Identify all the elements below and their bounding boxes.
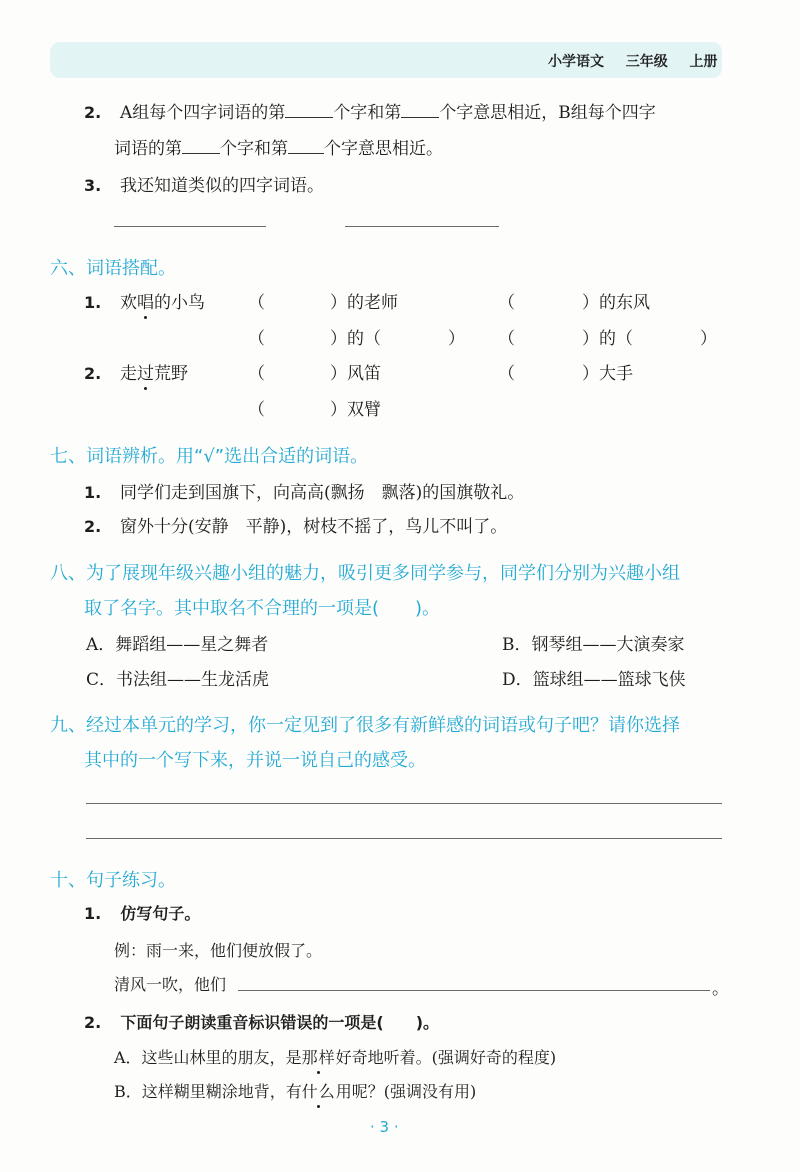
sec6-q1-b4: ）的（ — [582, 329, 633, 349]
stressed-word: 那样 — [302, 1045, 336, 1068]
sec6-q1-b3: ）的（ — [330, 329, 381, 349]
answer-blank[interactable] — [182, 139, 220, 154]
answer-line[interactable] — [86, 838, 722, 839]
paren-close: ） — [700, 329, 717, 349]
option-b[interactable]: B．钢琴组——大演奏家 — [502, 635, 685, 655]
sec6-q2-num: 2. — [84, 364, 102, 383]
sec5-q2-text-c: 个字意思相近，B组每个四字 — [439, 103, 656, 123]
sec10-q1-num: 1. — [84, 904, 102, 923]
answer-blank[interactable] — [285, 103, 333, 118]
answer-line[interactable] — [114, 226, 266, 227]
header-grade: 三年级 — [625, 54, 668, 70]
answer-blank[interactable] — [401, 103, 439, 118]
sec5-q2-text-b: 个字和第 — [333, 103, 402, 123]
sec5-q3 — [84, 171, 324, 196]
sec9-title-line2: 其中的一个写下来，并说一说自己的感受。 — [84, 750, 426, 771]
sec5-q2-text-e: 个字和第 — [220, 139, 288, 159]
sec5-q3-text: 我还知道类似的四字词语。 — [120, 176, 325, 196]
sec10-q2-option-b[interactable] — [114, 1079, 476, 1102]
sec7-q2 — [84, 512, 507, 537]
sec8-title-line1: 八、为了展现年级兴趣小组的魅力，吸引更多同学参与，同学们分别为兴趣小组 — [50, 563, 680, 584]
sec6-q2-b2: ）大手 — [582, 364, 633, 384]
sec7-q1-text[interactable]: 同学们走到国旗下，向高高(飘扬 飘落)的国旗敬礼。 — [120, 483, 525, 503]
sec10-example: 例：雨一来，他们便放假了。 — [114, 941, 323, 960]
stressed-word: 什么 — [302, 1079, 336, 1102]
sec6-q1-num: 1. — [84, 293, 102, 312]
sec6-q2-word: 走过荒野 — [120, 364, 188, 384]
sec10-q2 — [84, 1010, 439, 1033]
sec5-q2-text-a: A组每个四字词语的第 — [120, 103, 286, 123]
sec6-q1 — [84, 288, 205, 313]
sec6-q1-word: 欢唱的小鸟 — [120, 293, 205, 313]
paren-blank[interactable]: （ — [498, 364, 515, 384]
sec5-q2-text-f: 个字意思相近。 — [324, 139, 443, 159]
option-a-text: A．这些山林里的朋友，是 — [114, 1048, 302, 1067]
option-b-text: B．这样糊里糊涂地背，有 — [114, 1082, 302, 1101]
option-d[interactable]: D．篮球组——篮球飞侠 — [502, 670, 686, 690]
option-a-text: 好奇地听着。(强调好奇的程度) — [335, 1048, 557, 1067]
answer-line[interactable] — [345, 226, 499, 227]
option-a[interactable]: A．舞蹈组——星之舞者 — [86, 635, 269, 655]
answer-blank[interactable] — [288, 139, 324, 154]
sec5-q2-line1 — [84, 98, 656, 123]
sec10-title: 十、句子练习。 — [50, 870, 176, 891]
paren-blank[interactable]: （ — [248, 400, 265, 420]
sec6-q2 — [84, 359, 188, 384]
sec6-title: 六、词语搭配。 — [50, 258, 176, 279]
sec10-q2-option-a[interactable] — [114, 1045, 556, 1068]
paren-blank[interactable]: （ — [248, 329, 265, 349]
sec6-q2-b3: ）双臂 — [330, 400, 381, 420]
sec6-q1-b1: ）的老师 — [330, 293, 398, 313]
sec7-q1 — [84, 478, 524, 503]
answer-line[interactable] — [238, 990, 710, 991]
sec8-title-line2: 取了名字。其中取名不合理的一项是( )。 — [84, 598, 441, 619]
sec9-title-line1: 九、经过本单元的学习，你一定见到了很多有新鲜感的词语或句子吧？请你选择 — [50, 715, 680, 736]
paren-blank[interactable]: （ — [498, 293, 515, 313]
sec10-q2-title: 下面句子朗读重音标识错误的一项是( )。 — [120, 1013, 440, 1032]
sec10-q2-num: 2. — [84, 1013, 102, 1032]
sec7-q1-num: 1. — [84, 483, 102, 502]
option-c[interactable]: C．书法组——生龙活虎 — [86, 670, 270, 690]
sec5-q2-line2 — [114, 134, 443, 159]
header-info — [548, 51, 718, 71]
sec10-prompt: 清风一吹，他们 — [114, 975, 227, 994]
sec5-q3-num: 3. — [84, 176, 102, 195]
answer-line[interactable] — [86, 803, 722, 804]
paren-blank[interactable]: （ — [248, 293, 265, 313]
page-number: · 3 · — [370, 1118, 399, 1136]
paren-blank[interactable]: （ — [248, 364, 265, 384]
option-b-text: 用呢？(强调没有用) — [335, 1082, 477, 1101]
sec7-title: 七、词语辨析。用“√”选出合适的词语。 — [50, 446, 369, 467]
sec10-q1-title: 仿写句子。 — [120, 904, 201, 923]
paren-close: ） — [448, 329, 465, 349]
sec6-q2-b1: ）风笛 — [330, 364, 381, 384]
header-term: 上册 — [689, 54, 718, 70]
sec5-q2-text-d: 词语的第 — [114, 139, 182, 159]
sec7-q2-text[interactable]: 窗外十分(安静 平静)，树枝不摇了，鸟儿不叫了。 — [120, 517, 508, 537]
sec10-q1 — [84, 901, 200, 924]
sec10-prompt-end: 。 — [712, 979, 729, 999]
sec6-q1-b2: ）的东风 — [582, 293, 650, 313]
sec7-q2-num: 2. — [84, 517, 102, 536]
paren-blank[interactable]: （ — [498, 329, 515, 349]
sec5-q2-num: 2. — [84, 103, 102, 122]
header-subject: 小学语文 — [548, 54, 604, 70]
